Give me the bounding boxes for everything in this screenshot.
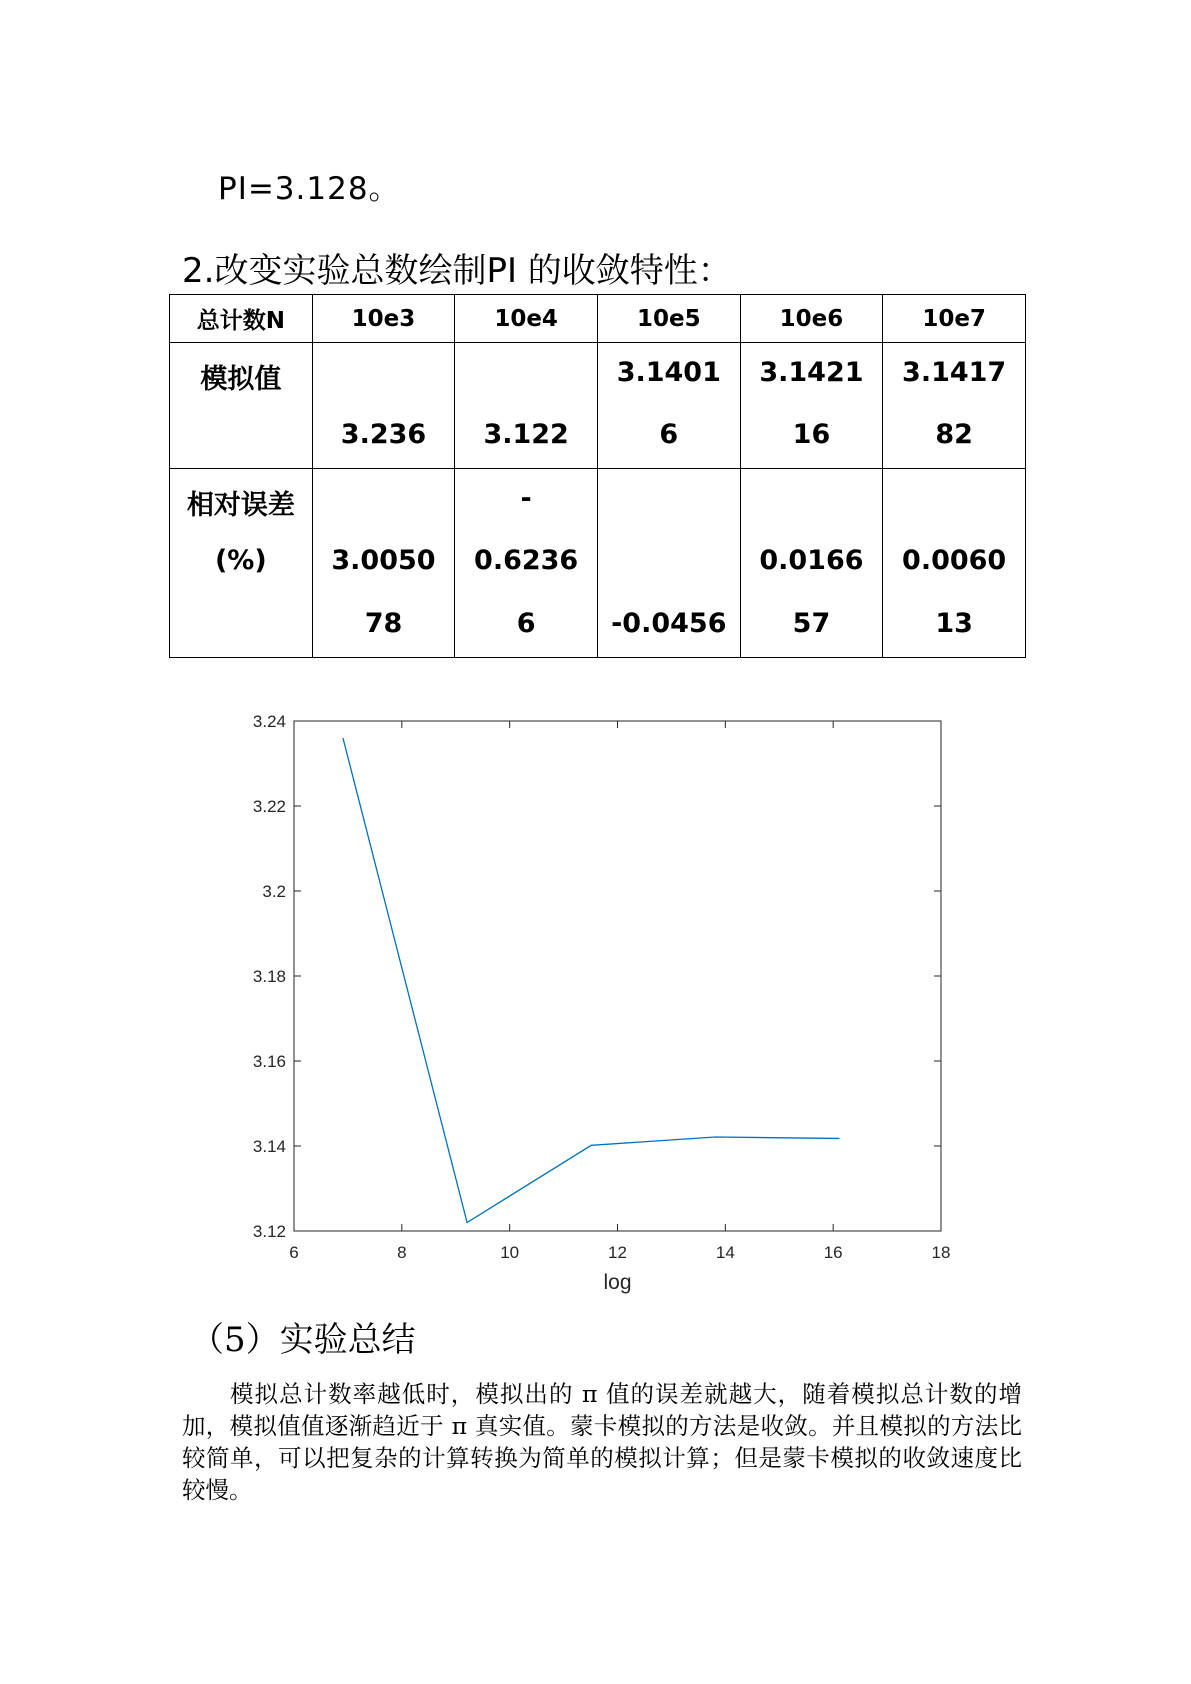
cell-line: 6 — [516, 608, 536, 639]
section-title: 2.改变实验总数绘制PI 的收敛特性： — [182, 251, 732, 291]
x-axis-label: log — [603, 1271, 632, 1294]
cell-line: - — [520, 483, 532, 514]
table-cell — [883, 343, 1026, 469]
cell-line: 3.1421 — [759, 357, 864, 388]
cell-line: 0.6236 — [474, 545, 579, 576]
table-cell — [455, 343, 598, 469]
table-header-row — [170, 295, 1026, 343]
cell-line: 78 — [364, 608, 403, 639]
section-title: （5）实验总结 — [190, 1320, 416, 1360]
header-cell: 总计数N — [170, 295, 313, 343]
header-cell: 10e6 — [740, 295, 883, 343]
row-label-text: 相对误差 — [186, 490, 295, 521]
y-tick-label: 3.18 — [252, 967, 286, 986]
y-tick-label: 3.2 — [262, 882, 286, 901]
x-tick-label: 10 — [500, 1243, 520, 1262]
y-tick-label: 3.24 — [252, 712, 286, 731]
table-row-relative-error — [170, 469, 1026, 658]
table-cell — [740, 343, 883, 469]
table-cell — [597, 343, 740, 469]
table-row-simulated — [170, 343, 1026, 469]
cell-line: 16 — [792, 419, 831, 450]
table-cell — [312, 343, 455, 469]
cell-line: 13 — [935, 608, 973, 639]
y-tick-label: 3.14 — [252, 1137, 286, 1156]
x-tick-label: 8 — [397, 1243, 407, 1262]
header-cell: 10e4 — [455, 295, 598, 343]
table-cell — [312, 469, 455, 658]
cell-line: 0.0060 — [902, 545, 1007, 576]
cell-line: 3.0050 — [331, 545, 436, 576]
cell-line: 6 — [659, 419, 679, 450]
x-tick-label: 18 — [931, 1243, 951, 1262]
row-label-text: 模拟值 — [200, 364, 282, 395]
x-tick-label: 6 — [289, 1243, 299, 1262]
table-cell — [740, 469, 883, 658]
pi-result: PI=3.128。 — [218, 171, 401, 207]
cell-line: -0.0456 — [611, 608, 727, 639]
y-tick-label: 3.12 — [252, 1222, 286, 1241]
x-tick-label: 16 — [823, 1243, 843, 1262]
y-tick-label: 3.22 — [252, 797, 286, 816]
table-cell — [455, 469, 598, 658]
cell-line: 3.1417 — [902, 357, 1007, 388]
cell-line: 57 — [792, 608, 831, 639]
y-tick-label: 3.16 — [252, 1052, 286, 1071]
convergence-chart — [230, 705, 960, 1305]
header-cell: 10e3 — [312, 295, 455, 343]
cell-line: 3.1401 — [616, 357, 721, 388]
cell-line: 0.0166 — [759, 545, 864, 576]
cell-line: 3.122 — [483, 419, 569, 450]
summary-paragraph: 模拟总计数率越低时，模拟出的 π 值的误差就越大，随着模拟总计数的增加，模拟值值逐渐趋近于 π 真实值。蒙卡模拟的方法是收敛。并且模拟的方法比较简单，可以把复杂的计算转换为简单的模拟计算；但是蒙卡模拟的收敛速度比较慢。 — [182, 1380, 1022, 1504]
header-cell: 10e5 — [597, 295, 740, 343]
x-tick-label: 12 — [608, 1243, 627, 1262]
results-table — [169, 294, 1026, 658]
row-label-unit: (%) — [214, 545, 267, 576]
plot-area — [294, 721, 941, 1231]
header-cell: 10e7 — [883, 295, 1026, 343]
x-tick-label: 14 — [715, 1243, 735, 1262]
row-label — [170, 469, 313, 658]
y-tick-labels — [253, 712, 286, 1241]
cell-line: 3.236 — [340, 419, 427, 450]
table-cell — [597, 469, 740, 658]
row-label — [170, 343, 313, 469]
table-cell — [883, 469, 1026, 658]
cell-line: 82 — [935, 419, 973, 450]
x-tick-labels — [289, 1243, 950, 1262]
